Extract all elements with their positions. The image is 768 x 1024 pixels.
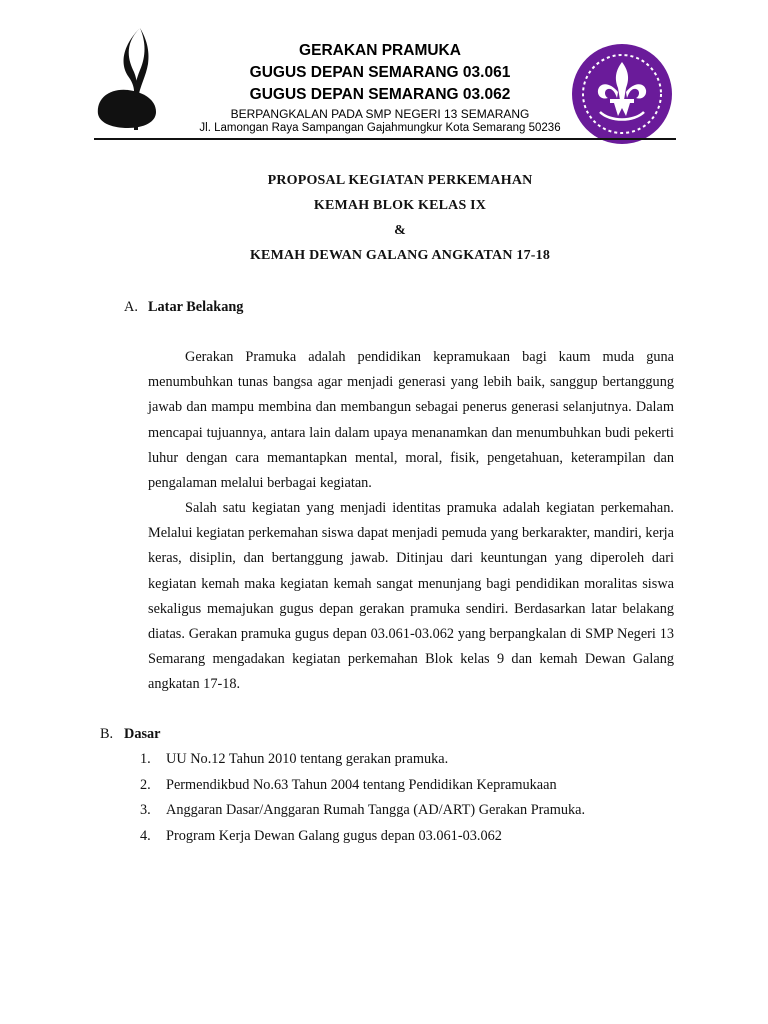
section-a-paragraph-2: Salah satu kegiatan yang menjadi identitas pramuka adalah kegiatan perkemahan. Melalui kegiatan perkemahan siswa dapat menjadi pemuda yang berkarakter, mandiri, kerja keras, disiplin, dan bertanggung jawab. Ditinjau dari keuntungan yang diperoleh dari kegiatan kemah maka kegiatan kemah sangat menunjang bagi pendidikan moralitas siswa sekaligus memajukan gugus depan gerakan pramuka sendiri. Berdasarkan latar belakang diatas. Gerakan pramuka gugus depan 03.061-03.062 yang berpangkalan di SMP Negeri 13 Semarang mengadakan kegiatan perkemahan Blok kelas 9 dan kemah Dewan Galang angkatan 17-18. [148, 500, 674, 693]
section-a-title: Latar Belakang [148, 299, 244, 315]
section-a-paragraph-1: Gerakan Pramuka adalah pendidikan kepramukaan bagi kaum muda guna menumbuhkan tunas bangsa agar menjadi generasi yang lebih baik, sanggup bertanggung jawab dan mampu membina dan membangun sebagai penerus generasi selanjutnya. Dalam mencapai tujuannya, antara lain dalam upaya menanamkan dan menumbuhkan budi pekerti luhur dengan cara memantapkan mental, moral, fisik, pengetahuan, keterampilan dan pengalaman melalui berbagai kegiatan. [148, 349, 674, 492]
doc-title-line-2: KEMAH BLOK KELAS IX [313, 198, 487, 213]
doc-title-ampersand: & [394, 223, 406, 238]
letterhead [0, 0, 768, 140]
doc-title-line-4: KEMAH DEWAN GALANG ANGKATAN 17-18 [249, 248, 551, 263]
section-a-heading [124, 299, 243, 316]
list-item: 1. UU No.12 Tahun 2010 tentang gerakan pramuka. [140, 751, 449, 767]
unit-line-1: GUGUS DEPAN SEMARANG 03.061 [249, 64, 511, 81]
header-divider [94, 138, 676, 140]
section-b-label: B. [100, 726, 114, 742]
unit-line-2: GUGUS DEPAN SEMARANG 03.062 [249, 86, 511, 103]
base-line: BERPANGKALAN PADA SMP NEGERI 13 SEMARANG [230, 107, 530, 121]
list-item: 3. Anggaran Dasar/Anggaran Rumah Tangga (AD/ART) Gerakan Pramuka. [140, 802, 586, 818]
address-line: Jl. Lamongan Raya Sampangan Gajahmungkur Kota Semarang 50236 [199, 122, 561, 134]
list-item: 2. Permendikbud No.63 Tahun 2004 tentang Pendidikan Kepramukaan [140, 776, 557, 793]
doc-title-line-1: PROPOSAL KEGIATAN PERKEMAHAN [267, 173, 533, 188]
section-b-heading [100, 726, 161, 743]
wosm-fleur-de-lis-icon [570, 42, 674, 146]
legal-basis-list [140, 751, 680, 853]
section-a-label: A. [124, 299, 138, 315]
list-item: 4. Program Kerja Dewan Galang gugus depan 03.061-03.062 [140, 827, 502, 844]
org-name: GERAKAN PRAMUKA [299, 42, 461, 59]
section-b-title: Dasar [124, 726, 161, 742]
tunas-kelapa-icon [94, 26, 160, 146]
